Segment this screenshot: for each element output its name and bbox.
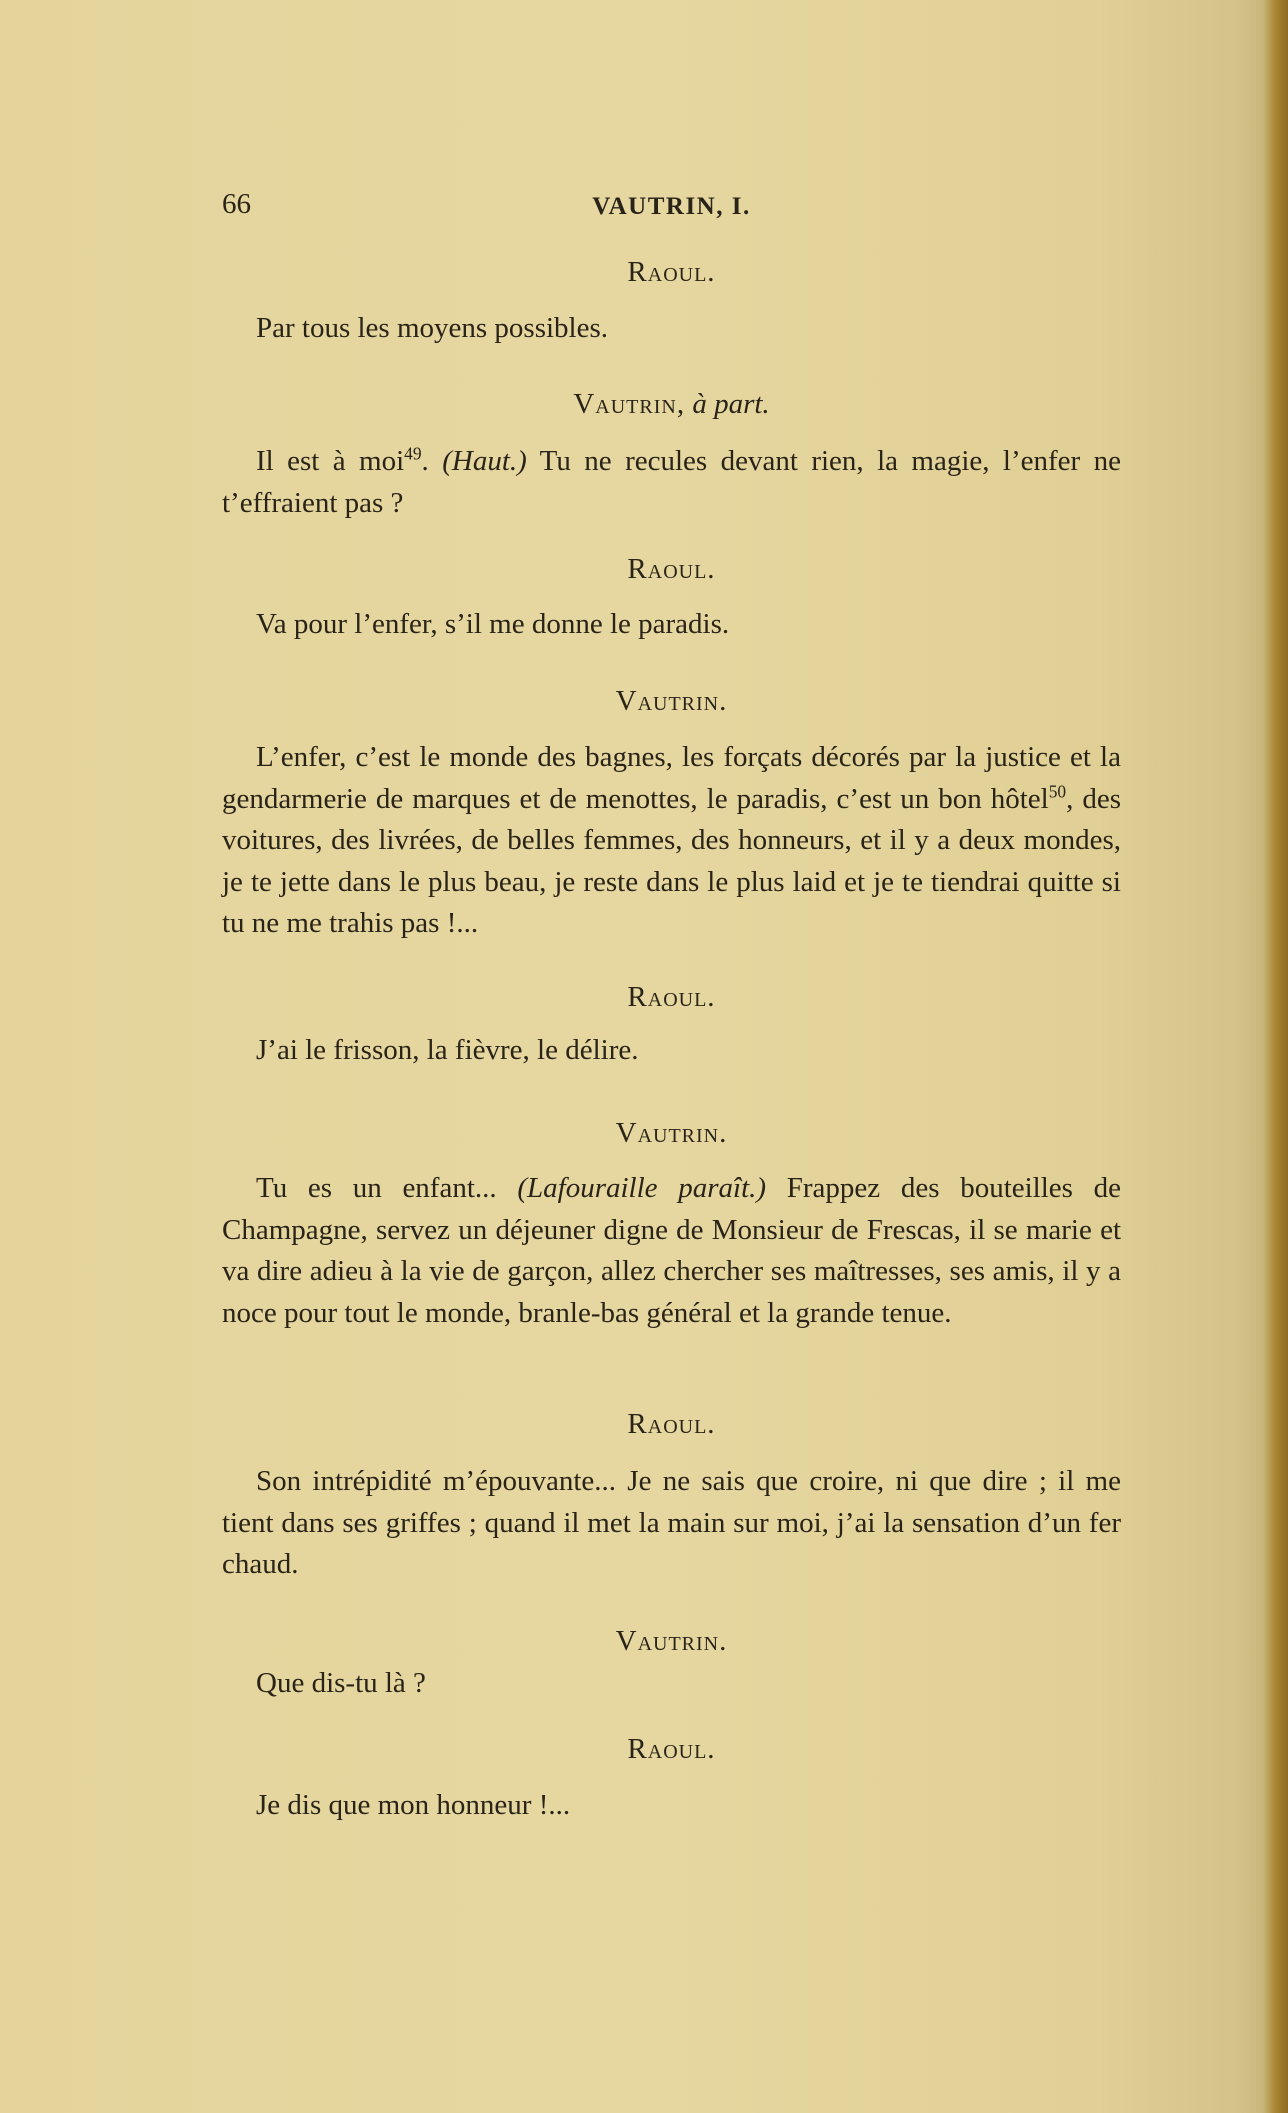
dialogue-line: Je dis que mon honneur !... [256,1789,571,1821]
speaker-name: Raoul. [627,981,716,1013]
dialogue-line: Par tous les moyens possibles. [256,312,609,344]
page-number: 66 [222,188,251,220]
text: Tu es un enfant... [256,1172,518,1204]
text: Il est à moi [256,445,405,477]
dialogue-line: Son intrépidité m’épouvante... Je ne sais que croire, ni que dire ; il me tient dans ses griffes ; quand il met la main sur moi, j’ai la sensation d’un fer chaud. [222,1465,1121,1580]
dialogue-line [222,1168,1121,1334]
speaker: Vautrin, [573,388,686,420]
dialogue-line: J’ai le frisson, la fièvre, le délire. [256,1034,639,1066]
speaker-name [222,384,1121,426]
speaker-name: Raoul. [627,1733,716,1765]
text: . [421,445,443,477]
speaker-name: Raoul. [627,553,716,585]
text: , des voitures, des livrées, de belles femmes, des honneurs, et il y a deux mondes, je te jette dans le plus beau, je reste dans le plus laid et je te tiendrai quitte si tu ne me trahis pas !... [222,782,1121,939]
stage-direction: à part. [692,388,770,420]
dialogue-line: Va pour l’enfer, s’il me donne le paradis. [256,608,730,640]
speaker-name: Raoul. [627,1408,716,1440]
text: Frappez des bouteilles de Champagne, servez un déjeuner digne de Monsieur de Frescas, il se marie et va dire adieu à la vie de garçon, allez chercher ses maîtresses, ses amis, il y a noce pour tout le monde, branle-bas général et la grande tenue. [222,1172,1122,1329]
dialogue-line [222,441,1121,524]
dialogue-line: Que dis-tu là ? [256,1667,426,1699]
text: Tu ne recules devant rien, la magie, l’enfer ne t’effraient pas ? [222,445,1121,519]
speaker-name: Vautrin. [615,685,728,717]
stage-direction: (Lafouraille paraît.) [517,1172,767,1204]
footnote-ref: 49 [404,443,422,464]
speaker-name: Vautrin. [615,1625,728,1657]
text: L’enfer, c’est le monde des bagnes, les forçats décorés par la justice et la gendarmerie de marques et de menottes, le paradis, c’est un bon hôtel [222,741,1121,815]
footnote-ref: 50 [1048,780,1067,801]
speaker-name: Raoul. [627,256,716,288]
speaker-name: Vautrin. [615,1117,728,1149]
stage-direction: (Haut.) [442,445,527,477]
dialogue-line [222,737,1121,945]
running-title: VAUTRIN, I. [592,193,751,220]
